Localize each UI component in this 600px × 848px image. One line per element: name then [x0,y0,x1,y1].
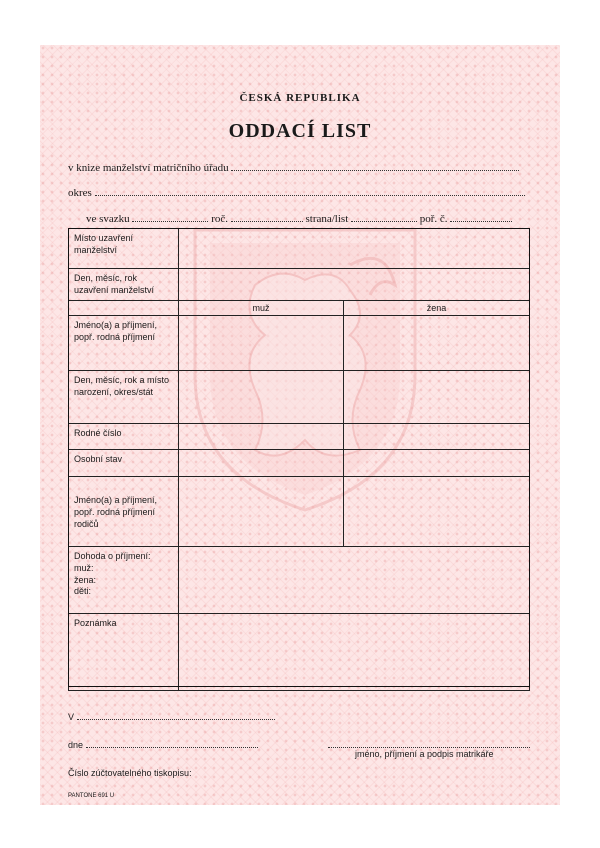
husband-birth-cell[interactable] [179,371,344,424]
marriage-form-table [68,228,530,691]
date-label: Den, měsíc, rok uzavření manželství [69,269,179,301]
marital-status-label: Osobní stav [69,450,179,477]
pantone-mark: PANTONE 691 U [68,793,115,799]
surname-agreement-cell[interactable] [179,547,530,614]
country-heading: ČESKÁ REPUBLIKA [239,92,361,104]
date-prefix: dne [68,740,84,750]
surname-agreement-block [69,547,179,614]
wife-birth-number-cell[interactable] [344,424,530,450]
document-title: ODDACÍ LIST [228,120,372,142]
place-signing-field[interactable] [77,709,275,720]
parents-label: Jméno(a) a příjmení, popř. rodná příjmení rodičů [69,477,179,547]
wife-parents-cell[interactable] [344,477,530,547]
district-label: okres [68,187,92,199]
registry-book-label: v knize manželství matričního úřadu [68,162,229,174]
date-signing-line [68,737,258,750]
column-header-wife: žena [344,301,530,316]
note-label: Poznámka [69,614,179,691]
form-number-label: Číslo zúčtovatelného tiskopisu: [68,768,192,778]
surname-agreement-children: děti: [74,586,92,597]
district-field[interactable] [95,185,525,196]
place-prefix: V [68,712,75,722]
surname-agreement-wife: žena: [74,574,97,585]
page-label: strana/list [305,213,349,225]
note-cell[interactable] [179,614,530,691]
volume-line [86,211,512,225]
surname-agreement-husband: muž: [74,563,94,574]
district-line [68,185,525,199]
column-header-husband: muž [179,301,344,316]
volume-field[interactable] [132,211,208,222]
birth-label: Den, měsíc, rok a místo narození, okres/stát [69,371,179,424]
wife-birth-cell[interactable] [344,371,530,424]
year-label: roč. [211,213,228,225]
order-field[interactable] [450,211,512,222]
name-label: Jméno(a) a příjmení, popř. rodná příjmení [69,316,179,371]
place-label: Místo uzavření manželství [69,229,179,269]
place-signing-line [68,709,275,722]
order-label: poř. č. [419,213,448,225]
registry-book-field[interactable] [231,160,519,171]
registry-book-line [68,160,519,174]
place-cell[interactable] [179,229,530,269]
wife-marital-status-cell[interactable] [344,450,530,477]
header-empty-cell [69,301,179,316]
date-cell[interactable] [179,269,530,301]
year-field[interactable] [231,211,303,222]
husband-parents-cell[interactable] [179,477,344,547]
husband-birth-number-cell[interactable] [179,424,344,450]
signature-caption: jméno, příjmení a podpis matrikáře [355,749,494,759]
volume-label: ve svazku [86,213,130,225]
birth-number-label: Rodné číslo [69,424,179,450]
surname-agreement-label: Dohoda o příjmení: [74,551,151,562]
page-field[interactable] [351,211,417,222]
husband-marital-status-cell[interactable] [179,450,344,477]
wife-name-cell[interactable] [344,316,530,371]
husband-name-cell[interactable] [179,316,344,371]
date-signing-field[interactable] [86,737,258,748]
signature-field[interactable] [328,737,530,748]
